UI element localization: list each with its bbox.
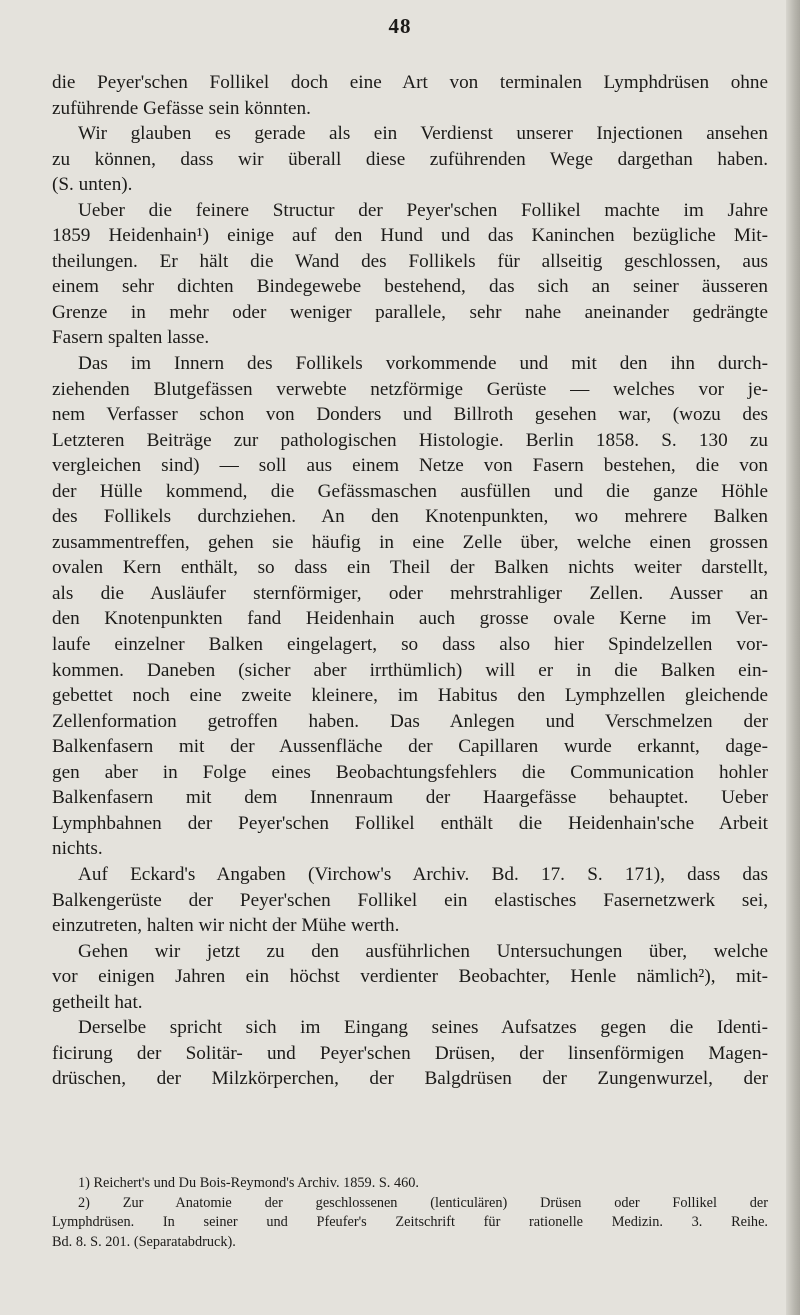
- footnotes: [52, 1174, 768, 1253]
- text-line: Gehen wir jetzt zu den ausführlichen Untersuchungen über, welche: [78, 940, 768, 962]
- footnote-line: Bd. 8. S. 201. (Separatabdruck).: [52, 1234, 236, 1251]
- text-line: zu können, dass wir überall diese zuführenden Wege dargethan haben.: [52, 148, 768, 170]
- text-line: zuführende Gefässe sein könnten.: [52, 97, 311, 119]
- text-line: Grenze in mehr oder weniger parallele, sehr nahe aneinander gedrängte: [52, 301, 768, 323]
- text-line: zusammentreffen, gehen sie häufig in eine Zelle über, welche einen grossen: [52, 531, 768, 553]
- text-line: des Follikels durchziehen. An den Knotenpunkten, wo mehrere Balken: [52, 506, 768, 528]
- text-line: Balkenfasern mit dem Innenraum der Haargefässe behauptet. Ueber: [52, 787, 768, 809]
- text-line: nem Verfasser schon von Donders und Billroth gesehen war, (wozu des: [52, 404, 768, 426]
- text-line: Balkenfasern mit der Aussenfläche der Capillaren wurde erkannt, dage-: [52, 736, 768, 758]
- text-line: Letzteren Beiträge zur pathologischen Histologie. Berlin 1858. S. 130 zu: [52, 429, 768, 451]
- text-line: Auf Eckard's Angaben (Virchow's Archiv. Bd. 17. S. 171), dass das: [78, 863, 768, 885]
- text-line: den Knotenpunkten fand Heidenhain auch grosse ovale Kerne im Ver-: [52, 608, 768, 630]
- text-line: theilungen. Er hält die Wand des Follikels für allseitig geschlossen, aus: [52, 250, 768, 272]
- text-line: Derselbe spricht sich im Eingang seines Aufsatzes gegen die Identi-: [78, 1017, 768, 1039]
- page-edge-shadow: [786, 0, 800, 1315]
- text-line: gebettet noch eine zweite kleinere, im Habitus den Lymphzellen gleichende: [52, 685, 768, 707]
- footnote-line: 1) Reichert's und Du Bois-Reymond's Archiv. 1859. S. 460.: [78, 1175, 419, 1191]
- text-line: kommen. Daneben (sicher aber irrthümlich) will er in die Balken ein-: [52, 659, 768, 681]
- text-line: Balkengerüste der Peyer'schen Follikel ein elastisches Fasernetzwerk sei,: [52, 889, 768, 911]
- text-line: drüschen, der Milzkörperchen, der Balgdrüsen der Zungenwurzel, der: [52, 1068, 768, 1090]
- footnote-line: 2) Zur Anatomie der geschlossenen (lenticulären) Drüsen oder Follikel der: [78, 1194, 768, 1211]
- text-line: getheilt hat.: [52, 991, 143, 1013]
- body-text: [52, 70, 768, 1092]
- text-line: vor einigen Jahren ein höchst verdienter Beobachter, Henle nämlich²), mit-: [52, 966, 768, 988]
- text-line: der Hülle kommend, die Gefässmaschen ausfüllen und die ganze Höhle: [52, 480, 768, 502]
- text-line: einem sehr dichten Bindegewebe bestehend, das sich an seiner äusseren: [52, 276, 768, 298]
- text-line: vergleichen sind) — soll aus einem Netze von Fasern bestehen, die von: [52, 455, 768, 477]
- text-line: laufe einzelner Balken eingelagert, so dass also hier Spindelzellen vor-: [52, 634, 768, 656]
- text-line: ziehenden Blutgefässen verwebte netzförmige Gerüste — welches vor je-: [52, 378, 768, 400]
- text-line: Fasern spalten lasse.: [52, 327, 210, 349]
- text-line: ficirung der Solitär- und Peyer'schen Drüsen, der linsenförmigen Magen-: [52, 1042, 768, 1064]
- text-line: als die Ausläufer sternförmiger, oder mehrstrahliger Zellen. Ausser an: [52, 582, 768, 604]
- text-line: ovalen Kern enthält, so dass ein Theil der Balken nichts weiter darstellt,: [52, 557, 768, 579]
- text-line: Das im Innern des Follikels vorkommende und mit den ihn durch-: [78, 353, 768, 375]
- text-line: Ueber die feinere Structur der Peyer'schen Follikel machte im Jahre: [78, 199, 768, 221]
- text-line: nichts.: [52, 838, 103, 860]
- text-line: einzutreten, halten wir nicht der Mühe werth.: [52, 915, 400, 937]
- footnote-line: Lymphdrüsen. In seiner und Pfeufer's Zeitschrift für rationelle Medizin. 3. Reihe.: [52, 1214, 768, 1231]
- text-line: 1859 Heidenhain¹) einige auf den Hund und das Kaninchen bezügliche Mit-: [52, 225, 768, 247]
- page-number: 48: [388, 14, 412, 38]
- text-line: gen aber in Folge eines Beobachtungsfehlers die Communication hohler: [52, 761, 768, 783]
- text-line: (S. unten).: [52, 174, 133, 196]
- text-line: die Peyer'schen Follikel doch eine Art von terminalen Lymphdrüsen ohne: [52, 72, 768, 93]
- text-line: Wir glauben es gerade als ein Verdienst unserer Injectionen ansehen: [78, 123, 768, 145]
- text-line: Zellenformation getroffen haben. Das Anlegen und Verschmelzen der: [52, 710, 768, 732]
- text-line: Lymphbahnen der Peyer'schen Follikel enthält die Heidenhain'sche Arbeit: [52, 812, 768, 834]
